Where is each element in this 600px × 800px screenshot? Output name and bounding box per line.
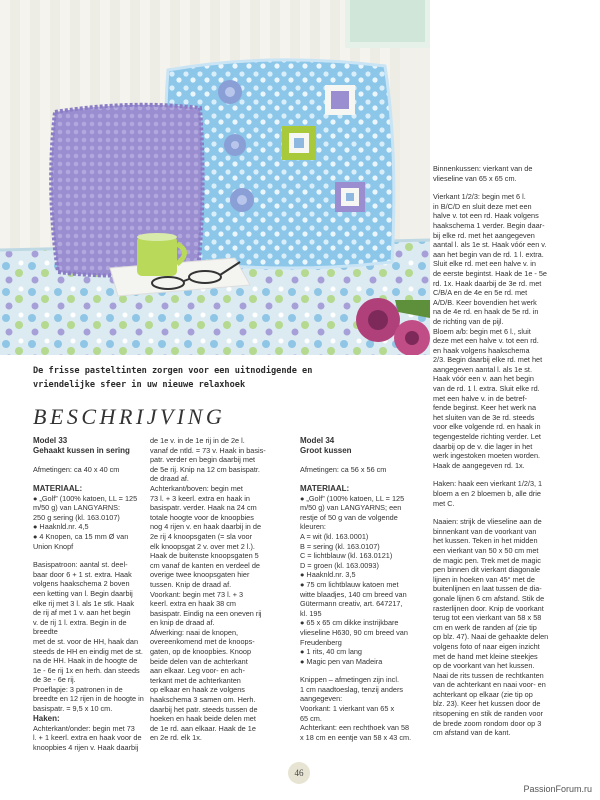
photo-caption [33, 364, 413, 392]
text-line: 2e rij 4 knoopsgaten (= sla voor [150, 531, 253, 541]
text-line: bij elke rd. met het aangegeven [433, 230, 535, 240]
text-line: Haak de aangegeven rd. 1x. [433, 460, 525, 470]
text-line: achterkant op elkaar (zie tip op [433, 689, 533, 699]
text-line: van de rd. 1 l. extra. Sluit elke rd. [433, 384, 540, 394]
text-line: kl. 195 [300, 608, 322, 618]
text-line: cm afstand van de kant. [433, 728, 511, 738]
text-line: Voorkant: begin met 73 l. + 3 [150, 589, 244, 599]
text-line: Binnenkussen: vierkant van de [433, 164, 533, 173]
text-line: terkant met de achterkanten [150, 675, 241, 685]
text-line: Afmetingen: ca 56 x 56 cm [300, 465, 387, 474]
text-line: totale hoogte voor de knoopbies [150, 512, 254, 522]
column-model-33 [33, 436, 145, 752]
text-line: daarbij op de v. die lager in het [433, 441, 533, 451]
text-line: ● 1 rits, 40 cm lang [300, 647, 362, 657]
text-line: 1 cm naadtoeslag, tenzij anders [300, 684, 404, 694]
text-line: de 3e - 6e rij. [33, 675, 76, 685]
text-line: werk ingestoken moeten worden. [433, 451, 541, 461]
text-line: met een halve v. in de betref- [433, 393, 527, 403]
text-line: ritsopening en stik de randen voor [433, 709, 543, 719]
text-line: Union Knopf [33, 541, 74, 551]
text-line: baar door 6 + 1 st. extra. Haak [33, 569, 132, 579]
text-line: haakschema 3 samen om. Herh. [150, 695, 256, 705]
text-line: ● 75 cm lichtblauw katoen met [300, 579, 399, 589]
page-title: BESCHRIJVING [33, 404, 226, 429]
text-line: Haak de buitenste knoopsgaten 5 [150, 551, 259, 561]
column-model-34 [300, 436, 425, 742]
text-line: het kussen. Teken in het midden [433, 536, 538, 546]
column-model-34-continued [433, 164, 591, 738]
text-line: Freudenberg [300, 637, 342, 647]
page-number: 46 [288, 762, 310, 784]
text-line: A/D/B. Keer bovendien het werk [433, 297, 537, 307]
spacer [33, 475, 145, 484]
text-line: en haak volgens haakschema [433, 345, 530, 355]
text-line: met de st. voor de HH, haak dan [33, 636, 139, 646]
text-line: het sluiten van de 3e rd. steeds [433, 412, 535, 422]
text-line: blz. 23). Keer het kussen door de [433, 699, 541, 709]
text-line: tussen. Knip de draad af. [150, 579, 232, 589]
text-line: overige twee knoopsgaten hier [150, 570, 250, 580]
text-line: D = groen (kl. 163.0093) [300, 560, 379, 570]
spacer [433, 470, 591, 479]
text-line: patr. verder en begin daarbij met [150, 455, 256, 465]
text-line: elke rij met 3 l. als 1e stk. Haak [33, 598, 134, 608]
text-line: na de HH. Haak in de hoogte de [33, 656, 138, 666]
text-line: de 1e v. in de 1e rij in de 2e l. [150, 436, 245, 445]
text-line: l. + 1 keerl. extra en haak voor de [33, 733, 142, 743]
text-line: C/B/A en de 4e en 5e rd. met [433, 288, 528, 298]
text-line: 73 l. + 3 keerl. extra en haak in [150, 493, 250, 503]
text-line: deze met een halve v. tot een rd. [433, 336, 539, 346]
text-line: overeenkomend met de knoops- [150, 637, 255, 647]
text-line: de magic pen. Trek met de magic [433, 555, 541, 565]
text-line: m/50 g) van LANGYARNS; een [300, 503, 402, 513]
text-line: Achterkant/onder: begin met 73 [33, 723, 135, 733]
text-line: in B/C/D en sluit deze met een [433, 201, 532, 211]
spacer [300, 666, 425, 675]
text-line: 65 cm. [300, 713, 322, 723]
text-line: hoeken en haak beide delen met [150, 714, 256, 724]
text-line: Knippen – afmetingen zijn incl. [300, 675, 399, 685]
text-line: ● Haaknld.nr. 4,5 [33, 522, 89, 532]
caption-line: vriendelijke sfeer in uw nieuwe relaxhoek [33, 380, 246, 390]
text-line: beide delen van de achterkant [150, 656, 248, 666]
site-watermark: PassionForum.ru [523, 784, 592, 794]
text-line: voor elke volgende rd. en haak in [433, 422, 541, 432]
spacer [33, 456, 145, 465]
text-line: ● „Golf” (100% katoen, LL = 125 [33, 493, 138, 503]
text-line: basispatr. verder. Haak na 24 cm [150, 503, 257, 513]
text-line: ● 65 x 65 cm dikke instrijkbare [300, 618, 399, 628]
text-line: volgens foto of naar eigen inzicht [433, 641, 540, 651]
text-line: rasterlijnen door. Knip de voorkant [433, 603, 544, 613]
text-line: Afwerking: naai de knopen, [150, 627, 239, 637]
text-line: ● Magic pen van Madeira [300, 656, 383, 666]
text-line: nog 4 rijen v. en haak daarbij in de [150, 522, 262, 532]
text-line: Achterkant: een rechthoek van 58 [300, 723, 410, 733]
text-line: binnenkant van de voorkant van [433, 526, 537, 536]
text-line: gonale lijnen 6 cm afstand. Stik de [433, 593, 545, 603]
text-line: de rij af met 1 v. aan het begin [33, 608, 131, 618]
text-line: na de 4e rd. en haak de 5e rd. in [433, 307, 539, 317]
text-line: en knip de draad af. [150, 618, 215, 628]
section-heading: Model 34 [300, 436, 335, 445]
section-heading: Gehaakt kussen in sering [33, 446, 130, 455]
text-line: Proeflapje: 3 patronen in de [33, 684, 123, 694]
text-line: aantal l. als 1e st. Haak vóór een v. [433, 240, 547, 250]
spacer [300, 456, 425, 465]
text-line: halve v. tot een rd. Haak volgens [433, 211, 539, 221]
text-line: knoopbies 4 rijen v. Haak daarbij [33, 742, 139, 752]
text-line: m/50 g) van LANGYARNS: [33, 503, 121, 513]
section-heading: MATERIAAL: [33, 483, 83, 493]
text-line: de 5e rij. Knip na 12 cm basispatr. [150, 464, 260, 474]
text-line: van de achterkant en naai voor- en [433, 680, 546, 690]
text-line: B = sering (kl. 163.0107) [300, 541, 380, 551]
spacer [433, 183, 591, 192]
text-line: ● „Golf” (100% katoen, LL = 125 [300, 493, 405, 503]
text-line: Voorkant: 1 vierkant van 65 x [300, 704, 395, 714]
text-line: daarbij het patr. steeds tussen de [150, 704, 258, 714]
text-line: 2/3. Begin daarbij elke rd. met het [433, 355, 543, 365]
text-line: met C. [433, 498, 455, 508]
section-heading: Model 33 [33, 436, 68, 445]
text-line: elk knoopsgat 2 v. over met 2 l.). [150, 541, 255, 551]
spacer [433, 508, 591, 517]
text-line: steeds de HH en eindig met de st. [33, 646, 143, 656]
section-heading: Haken: [33, 713, 60, 723]
text-line: Naai de rits tussen de rechtkanten [433, 670, 544, 680]
text-line: gaten, op de knoopbies. Knoop [150, 647, 252, 657]
text-line: volgens haakschema 2 boven [33, 579, 130, 589]
text-line: terug tot een vierkant van 58 x 58 [433, 613, 542, 623]
text-line: v. de rij 1 l. extra. Begin in de breedte [33, 617, 127, 637]
text-line: op de voorkant van het kussen. [433, 661, 535, 671]
photo-cushions [0, 0, 430, 355]
spacer [33, 551, 145, 560]
text-line: ● 4 Knopen, ca 15 mm Ø van [33, 531, 129, 541]
text-line: de draad af. [150, 474, 189, 484]
text-line: aangegeven aantal l. als 1e st. [433, 364, 532, 374]
text-line: witte blaadjes, 140 cm breed van [300, 589, 407, 599]
text-line: aangegeven: [300, 694, 343, 704]
text-line: aan elkaar. Leg voor- en ach- [150, 666, 245, 676]
text-line: cm en werk de randen af (zie tip [433, 622, 537, 632]
text-line: Naaien: strijk de vlieseline aan de [433, 517, 542, 527]
text-line: keerl. extra en haak 38 cm [150, 599, 236, 609]
text-line: Bloem a/b: begin met 6 l., sluit [433, 326, 531, 336]
text-line: C = lichtblauw (kl. 163.0121) [300, 551, 393, 561]
text-line: Gütermann creativ, art. 647217, [300, 599, 403, 609]
section-heading: Groot kussen [300, 446, 352, 455]
text-line: bloem a en 2 bloemen b, alle drie [433, 489, 541, 498]
text-line: een ketting van l. Begin daarbij [33, 588, 133, 598]
text-line: x 18 cm en eentje van 58 x 43 cm. [300, 732, 412, 742]
text-line: lijnen in hoeken van 45° met de [433, 574, 535, 584]
text-line: Vierkant 1/2/3: begin met 6 l. [433, 192, 526, 202]
text-line: buitenlijnen en laat tussen de dia- [433, 584, 542, 594]
section-heading: MATERIAAL: [300, 483, 350, 493]
text-line: met de hand met kleine steekjes [433, 651, 538, 661]
text-line: haakschema 1 verder. Begin daar- [433, 220, 545, 230]
text-line: fende beginst. Keer het werk na [433, 403, 537, 413]
text-line: en 2e rd. elk 1x. [150, 733, 202, 743]
text-line: de brede zoom rondom door op 3 [433, 718, 542, 728]
text-line: vlieseline van 65 x 65 cm. [433, 173, 517, 183]
text-line: de 1e rd. aan elkaar. Haak de 1e [150, 723, 256, 733]
text-line: ● Haaknld.nr. 3,5 [300, 570, 356, 580]
text-line: Basispatroon: aantal st. deel- [33, 560, 128, 570]
spacer [300, 475, 425, 484]
text-line: cm vanaf de kanten en verdeel de [150, 560, 260, 570]
text-line: kleuren: [300, 522, 326, 532]
text-line: rd. 1x. Haak daarbij de 3e rd. met [433, 278, 542, 288]
text-line: aan het begin van de rd. 1 l. extra. [433, 249, 544, 259]
text-line: Sluit elke rd. met een halve v. in [433, 259, 536, 269]
text-line: een vierkant van 50 x 50 cm met [433, 545, 539, 555]
text-line: restje of 50 g van de volgende [300, 512, 398, 522]
text-line: tegengestelde richting verder. Let [433, 432, 541, 442]
text-line: Haak vóór een v. aan het begin [433, 374, 534, 384]
text-line: op elkaar en haak ze volgens [150, 685, 245, 695]
text-line: 1e - 6e rij 1x en herh. dan steeds [33, 665, 140, 675]
caption-line: De frisse pasteltinten zorgen voor een uitnodigende en [33, 366, 313, 376]
text-line: Haken: haak een vierkant 1/2/3, 1 [433, 479, 543, 489]
text-line: de richting van de pijl. [433, 316, 504, 326]
text-line: breedte en 12 rijen in de hoogte in [33, 694, 144, 704]
text-line: Afmetingen: ca 40 x 40 cm [33, 465, 120, 474]
text-line: A = wit (kl. 163.0001) [300, 531, 369, 541]
text-line: basispatr. Eindig na een oneven rij [150, 608, 262, 618]
text-line: vanaf de ntld. = 73 v. Haak in basis- [150, 445, 266, 455]
text-line: op blz. 47). Naai de gehaakte delen [433, 632, 549, 642]
text-line: Achterkant/boven: begin met [150, 483, 243, 493]
text-line: basispatr. = 9,5 x 10 cm. [33, 704, 113, 714]
text-line: pen binnen dit vierkant diagonale [433, 565, 541, 575]
text-line: 250 g sering (kl. 163.0107) [33, 512, 120, 522]
text-line: vlieseline H630, 90 cm breed van [300, 627, 408, 637]
column-model-33-continued [150, 436, 283, 743]
text-line: de eerste begintst. Haak de 1e - 5e [433, 268, 547, 278]
